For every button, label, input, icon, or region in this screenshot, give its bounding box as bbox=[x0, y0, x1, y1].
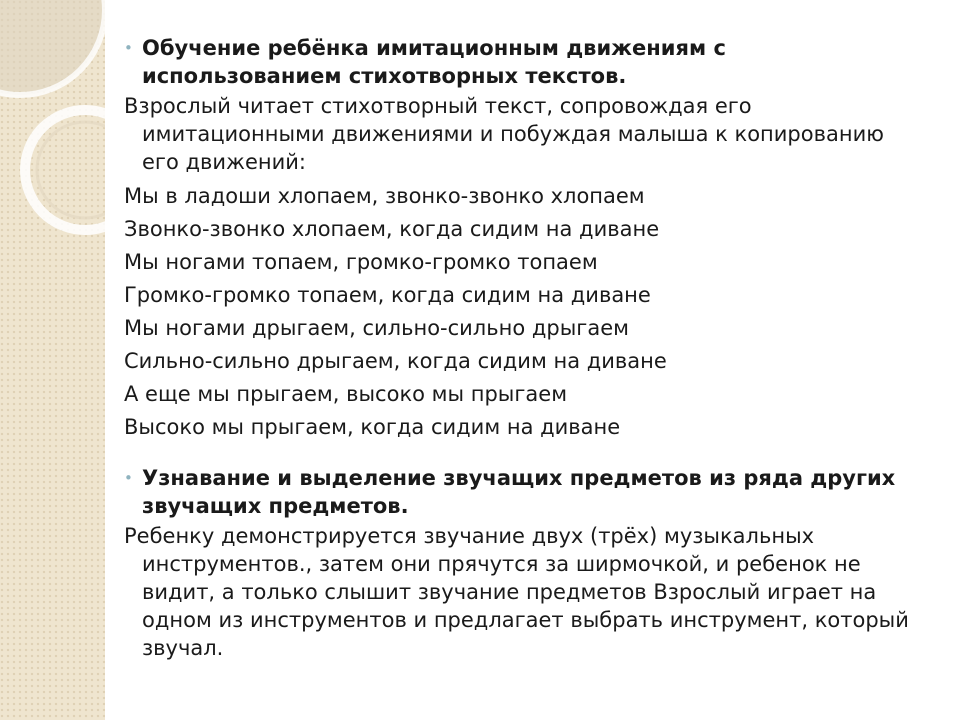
section-2-heading bbox=[124, 464, 924, 520]
verse-line: Мы ногами дрыгаем, сильно-сильно дрыгаем bbox=[124, 316, 629, 340]
bullet-icon: • bbox=[124, 39, 133, 57]
slide-content bbox=[124, 34, 924, 662]
verse-line: Звонко-звонко хлопаем, когда сидим на диване bbox=[124, 217, 660, 241]
section-1-heading bbox=[124, 34, 924, 90]
verse-line: Мы в ладоши хлопаем, звонко-звонко хлопаем bbox=[124, 184, 645, 208]
bullet-icon: • bbox=[124, 469, 133, 487]
verse-line: А еще мы прыгаем, высоко мы прыгаем bbox=[124, 382, 568, 406]
section-1-description: Взрослый читает стихотворный текст, сопровождая его имитационными движениями и побуждая малыша к копированию его движений: bbox=[124, 94, 884, 174]
section-2-heading-text: Узнавание и выделение звучащих предметов из ряда других звучащих предметов. bbox=[142, 466, 896, 518]
verse-line: Сильно-сильно дрыгаем, когда сидим на диване bbox=[124, 349, 667, 373]
decorative-side-panel bbox=[0, 0, 105, 720]
verse-line: Мы ногами топаем, громко-громко топаем bbox=[124, 250, 598, 274]
section-2-description: Ребенку демонстрируется звучание двух (трёх) музыкальных инструментов., затем они прячутся за ширмочкой, и ребенок не видит, а только слышит звучание предметов Взрослый играет на одном из инструментов и предлагает выбрать инструмент, который звучал. bbox=[124, 524, 909, 660]
verse-list bbox=[124, 180, 924, 444]
section-1-heading-text: Обучение ребёнка имитационным движениям с использованием стихотворных текстов. bbox=[142, 36, 726, 88]
decorative-rings bbox=[0, 0, 105, 720]
verse-line: Громко-громко топаем, когда сидим на диване bbox=[124, 283, 651, 307]
verse-line: Высоко мы прыгаем, когда сидим на диване bbox=[124, 415, 621, 439]
